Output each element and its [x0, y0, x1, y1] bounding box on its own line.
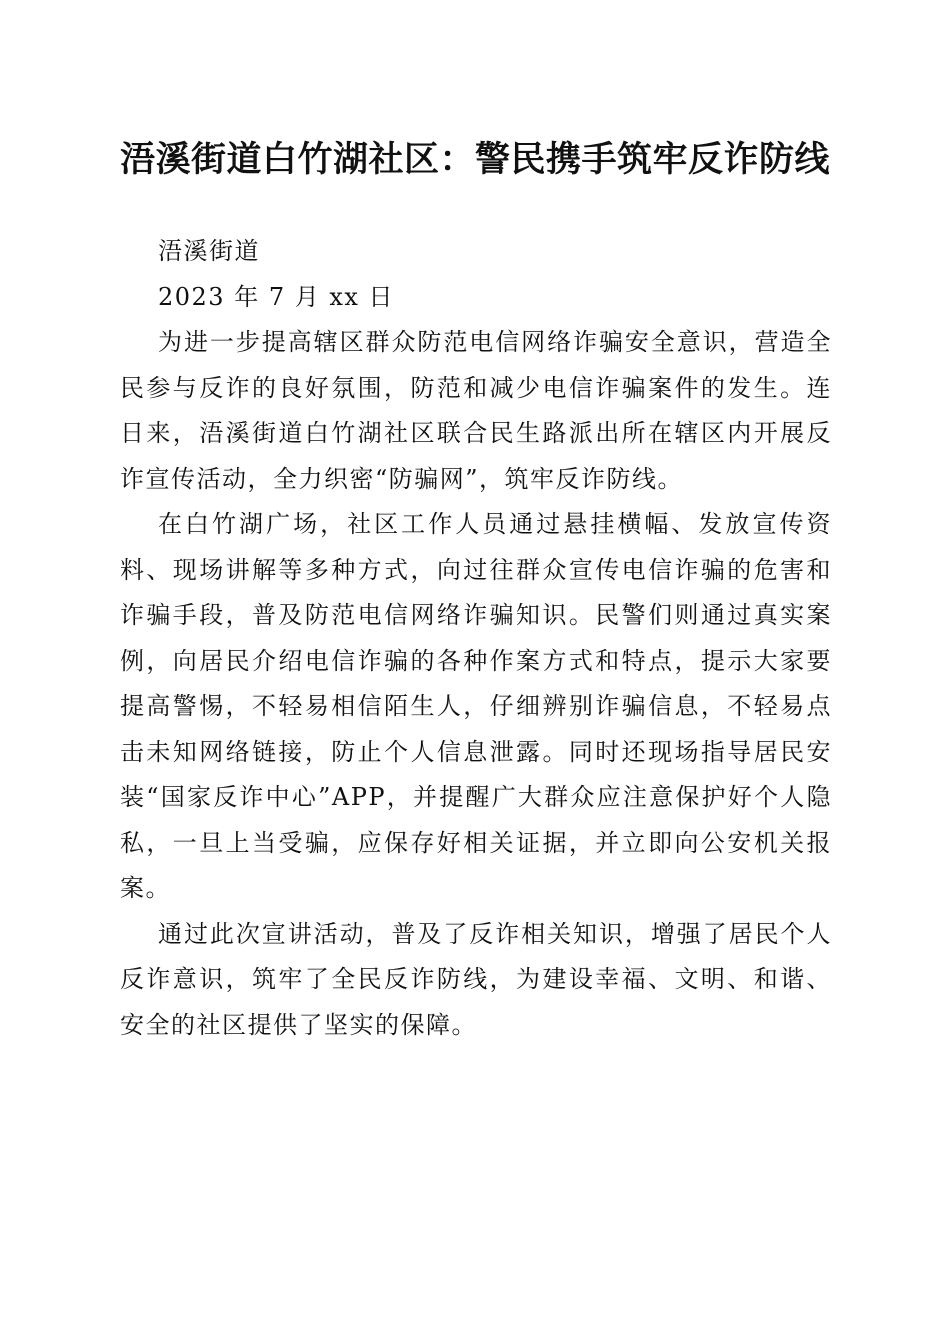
paragraph-3: 通过此次宣讲活动，普及了反诈相关知识，增强了居民个人反诈意识，筑牢了全民反诈防线，为建设幸福、文明、和谐、安全的社区提供了坚实的保障。 — [120, 919, 832, 1039]
paragraph-2: 在白竹湖广场，社区工作人员通过悬挂横幅、发放宣传资料、现场讲解等多种方式，向过往群众宣传电信诈骗的危害和诈骗手段，普及防范电信网络诈骗知识。民警们则通过真实案例，向居民介绍电信诈骗的各种作案方式和特点，提示大家要提高警惕，不轻易相信陌生人，仔细辨别诈骗信息，不轻易点击未知网络链接，防止个人信息泄露。同时还现场指导居民安装“国家反诈中心”APP，并提醒广大群众应注意保护好个人隐私，一旦上当受骗，应保存好相关证据，并立即向公安机关报案。 — [120, 510, 832, 902]
page-title: 浯溪街道白竹湖社区：警民携手筑牢反诈防线 — [119, 139, 830, 180]
date: 2023 年 7 月 xx 日 — [158, 282, 395, 311]
article-body — [120, 229, 832, 1048]
paragraph-1: 为进一步提高辖区群众防范电信网络诈骗安全意识，营造全民参与反诈的良好氛围，防范和减少电信诈骗案件的发生。连日来，浯溪街道白竹湖社区联合民生路派出所在辖区内开展反诈宣传活动，全力织密“防骗网”，筑牢反诈防线。 — [120, 328, 832, 493]
byline: 浯溪街道 — [158, 237, 260, 265]
